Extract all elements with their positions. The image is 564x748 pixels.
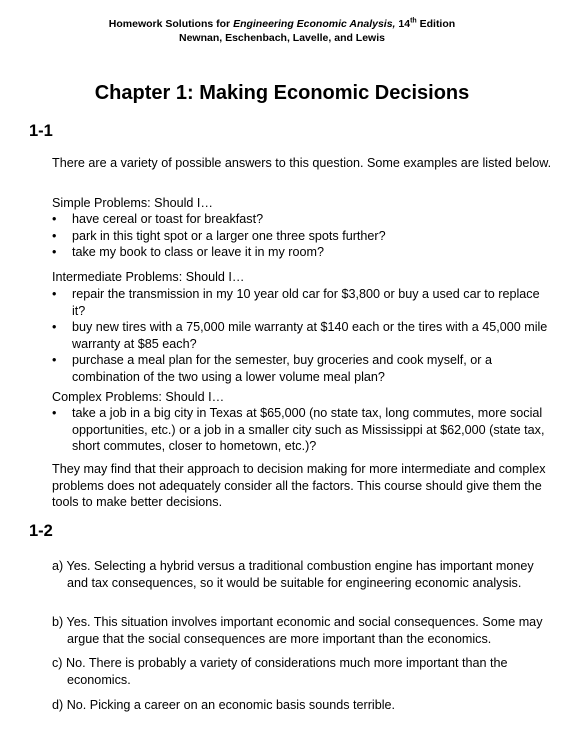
- bullet-icon: •: [52, 212, 57, 226]
- complex-problems-heading: Complex Problems: Should I…: [52, 390, 225, 404]
- list-item: [52, 352, 554, 385]
- list-item: [52, 286, 554, 319]
- intermediate-problems-list: [52, 286, 554, 385]
- chapter-title: Chapter 1: Making Economic Decisions: [94, 82, 470, 104]
- edition-suffix: th: [410, 17, 417, 25]
- list-item-text: park in this tight spot or a larger one three spots further?: [72, 228, 386, 243]
- bullet-icon: •: [52, 320, 57, 334]
- simple-problems-list: [52, 211, 554, 261]
- list-item: [52, 228, 554, 245]
- answer-c: c) No. There is probably a variety of considerations much more important than the economics.: [52, 656, 508, 687]
- list-item-text: purchase a meal plan for the semester, buy groceries and cook myself, or a combination of the two using a lower volume meal plan?: [72, 353, 493, 384]
- simple-problems-heading: Simple Problems: Should I…: [52, 196, 213, 210]
- book-title: Engineering Economic Analysis,: [233, 18, 396, 30]
- bullet-icon: •: [52, 228, 57, 243]
- bullet-icon: •: [52, 353, 57, 367]
- section-heading-1-1: 1-1: [29, 122, 53, 140]
- section-heading-1-2: 1-2: [29, 522, 53, 540]
- list-item-text: buy new tires with a 75,000 mile warranty at $140 each or the tires with a 45,000 mile warranty at $85 each?: [72, 320, 548, 351]
- answer-b: b) Yes. This situation involves important economic and social consequences. Some may argue that the social consequences are more important than the economics.: [52, 615, 543, 646]
- list-item: [52, 211, 554, 228]
- intro-paragraph: There are a variety of possible answers to this question. Some examples are listed below.: [52, 156, 552, 170]
- list-item-text: take a job in a big city in Texas at $65,000 (no state tax, long commutes, more social opportunities, etc.) or a job in a smaller city such as Mississippi at $62,000 (state tax, short commutes, closer to hometown, etc.)?: [72, 406, 545, 453]
- list-item-text: have cereal or toast for breakfast?: [72, 212, 264, 226]
- edition-number: 14: [395, 18, 411, 30]
- list-item: [52, 405, 554, 455]
- document-header-line1: [0, 18, 564, 31]
- bullet-icon: •: [52, 287, 57, 301]
- list-item-text: repair the transmission in my 10 year old car for $3,800 or buy a used car to replace it?: [72, 287, 540, 318]
- complex-problems-list: [52, 405, 554, 455]
- answer-a: a) Yes. Selecting a hybrid versus a traditional combustion engine has important money and tax consequences, so it would be suitable for engineering economic analysis.: [52, 559, 534, 590]
- document-header-authors: Newnan, Eschenbach, Lavelle, and Lewis: [179, 32, 385, 44]
- bullet-icon: •: [52, 406, 57, 420]
- list-item: [52, 319, 554, 352]
- answer-d: d) No. Picking a career on an economic basis sounds terrible.: [52, 698, 396, 712]
- intermediate-problems-heading: Intermediate Problems: Should I…: [52, 270, 245, 284]
- list-item: [52, 244, 554, 261]
- header-prefix: Homework Solutions for: [108, 18, 234, 30]
- conclusion-paragraph: They may find that their approach to decision making for more intermediate and complex problems does not adequately consider all the factors. This course should give them the tools to make better decisions.: [52, 462, 546, 509]
- header-suffix: Edition: [416, 18, 456, 30]
- list-item-text: take my book to class or leave it in my room?: [72, 245, 324, 259]
- bullet-icon: •: [52, 245, 57, 259]
